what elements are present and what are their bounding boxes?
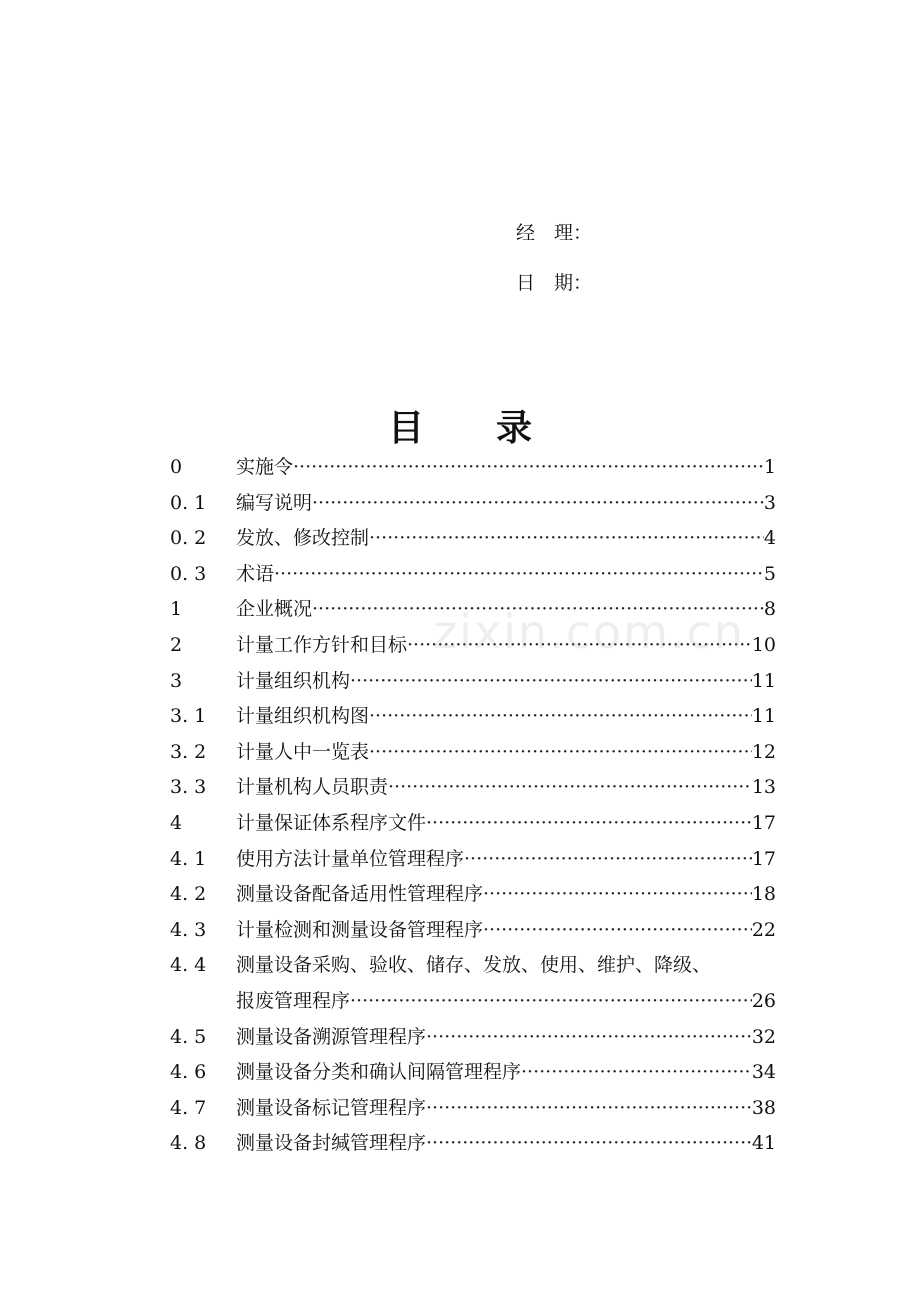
toc-entry-page: 10	[751, 633, 776, 656]
toc-entry-line	[236, 521, 776, 557]
toc-entry-line	[236, 735, 776, 771]
toc-entry-number: 1	[170, 598, 183, 621]
toc-entry-title: 测量设备配备适用性管理程序	[236, 883, 484, 906]
toc-entry-number: 4. 1	[170, 847, 207, 870]
toc-entry-page: 26	[751, 989, 776, 1012]
toc-leader-dots	[407, 628, 752, 664]
toc-leader-dots	[369, 735, 752, 771]
toc-entry-line	[236, 1055, 776, 1091]
toc-entry	[170, 735, 776, 771]
toc-entry-line	[236, 1091, 776, 1127]
toc-entry-number: 0	[170, 456, 183, 478]
toc-entry-number: 4. 8	[170, 1132, 207, 1155]
toc-entry-number: 4. 2	[170, 883, 207, 906]
toc-entry-page: 18	[751, 883, 776, 906]
toc-leader-dots	[369, 521, 764, 557]
toc-entry-number: 3	[170, 669, 183, 692]
toc-entry-title: 计量组织机构图	[236, 705, 370, 728]
toc-entry-title: 测量设备溯源管理程序	[236, 1025, 427, 1048]
toc-entry	[170, 699, 776, 735]
toc-leader-dots	[350, 984, 752, 1020]
toc-entry-number: 4. 5	[170, 1025, 207, 1048]
toc-leader-dots	[483, 913, 752, 949]
toc-entry	[170, 1091, 776, 1127]
toc-entry-line	[236, 913, 776, 949]
toc-leader-dots	[483, 877, 752, 913]
toc-entry-line	[236, 486, 776, 522]
toc-entry-page: 3	[763, 491, 776, 514]
toc-entry-page: 41	[751, 1132, 776, 1155]
toc-entry-number: 4. 3	[170, 918, 207, 941]
toc-entry-line	[236, 842, 776, 878]
toc-entry-title: 测量设备采购、验收、储存、发放、使用、维护、降级、	[236, 954, 712, 977]
toc-entry-line	[236, 806, 776, 842]
toc-entry-page: 17	[751, 847, 776, 870]
toc-entry	[170, 1055, 776, 1091]
date-label: 日 期：	[516, 272, 593, 294]
toc-entry-number: 3. 3	[170, 776, 207, 799]
toc-entry-page: 34	[751, 1061, 776, 1084]
toc-entry-line	[236, 984, 776, 1020]
toc-entry-page: 17	[751, 811, 776, 834]
toc-entry-title: 报废管理程序	[236, 989, 351, 1012]
toc-entry-number: 4. 6	[170, 1061, 207, 1084]
toc-entry-line	[236, 948, 776, 984]
toc-entry	[170, 1020, 776, 1056]
toc-leader-dots	[464, 842, 752, 878]
toc-leader-dots	[312, 592, 764, 628]
toc-entry-line	[236, 1126, 776, 1162]
toc-entry-title: 实施令	[236, 456, 294, 478]
toc-entry-title: 计量保证体系程序文件	[236, 811, 427, 834]
toc-entry-line	[236, 628, 776, 664]
toc-leader-dots	[293, 450, 764, 486]
toc-entry-number: 3. 1	[170, 705, 207, 728]
toc-entry-number: 3. 2	[170, 740, 207, 763]
table-of-contents	[170, 450, 776, 1162]
toc-entry-page: 38	[751, 1096, 776, 1119]
toc-entry	[170, 948, 776, 984]
toc-entry	[170, 521, 776, 557]
toc-leader-dots	[426, 1091, 752, 1127]
toc-entry-page: 1	[763, 456, 776, 478]
toc-entry-title: 计量检测和测量设备管理程序	[236, 918, 484, 941]
toc-entry-title: 使用方法计量单位管理程序	[236, 847, 465, 870]
toc-entry	[170, 1126, 776, 1162]
toc-entry-number: 0. 1	[170, 491, 207, 514]
toc-entry-title: 计量机构人员职责	[236, 776, 389, 799]
toc-entry-line	[236, 1020, 776, 1056]
toc-entry-title: 发放、修改控制	[236, 527, 370, 550]
toc-entry	[170, 450, 776, 486]
toc-entry	[170, 592, 776, 628]
toc-entry-title: 测量设备标记管理程序	[236, 1096, 427, 1119]
toc-entry	[170, 486, 776, 522]
toc-leader-dots	[521, 1055, 752, 1091]
toc-title: 目 录	[387, 408, 532, 449]
toc-leader-dots	[426, 806, 752, 842]
toc-entry	[170, 770, 776, 806]
toc-leader-dots	[388, 770, 752, 806]
toc-entry-page: 13	[751, 776, 776, 799]
toc-leader-dots	[369, 699, 752, 735]
toc-entry-title: 计量组织机构	[236, 669, 351, 692]
toc-entry-page: 8	[763, 598, 776, 621]
toc-entry-page: 12	[751, 740, 776, 763]
toc-entry-line	[236, 664, 776, 700]
toc-leader-dots	[312, 486, 764, 522]
toc-entry-page: 5	[763, 562, 776, 585]
toc-entry	[170, 806, 776, 842]
toc-entry-number: 4. 4	[170, 954, 207, 977]
toc-entry-page: 11	[751, 669, 776, 692]
toc-leader-dots	[426, 1020, 752, 1056]
toc-entry-title: 术语	[236, 562, 275, 585]
toc-entry-page: 4	[763, 527, 776, 550]
manager-label: 经 理：	[516, 222, 593, 244]
toc-entry-page: 22	[751, 918, 776, 941]
toc-entry-title: 测量设备分类和确认间隔管理程序	[236, 1061, 522, 1084]
toc-entry	[170, 877, 776, 913]
toc-entry-line	[236, 450, 776, 486]
toc-entry-number: 0. 3	[170, 562, 207, 585]
toc-entry	[170, 913, 776, 949]
toc-entry-page: 11	[751, 705, 776, 728]
toc-entry-line	[236, 592, 776, 628]
toc-leader-dots	[350, 664, 752, 700]
toc-entry-title: 企业概况	[236, 598, 313, 621]
toc-entry-number: 2	[170, 633, 183, 656]
toc-entry-number: 4. 7	[170, 1096, 207, 1119]
toc-entry-page: 32	[751, 1025, 776, 1048]
toc-entry-line	[236, 877, 776, 913]
toc-entry-number: 0. 2	[170, 527, 207, 550]
toc-leader-dots	[426, 1126, 752, 1162]
toc-entry	[170, 842, 776, 878]
toc-entry-title: 编写说明	[236, 491, 313, 514]
toc-entry-line	[236, 770, 776, 806]
toc-leader-dots	[274, 557, 764, 593]
toc-entry-title: 计量人中一览表	[236, 740, 370, 763]
toc-entry-number: 4	[170, 811, 183, 834]
toc-entry-title: 测量设备封缄管理程序	[236, 1132, 427, 1155]
toc-entry	[170, 557, 776, 593]
toc-entry	[170, 664, 776, 700]
toc-entry-title: 计量工作方针和目标	[236, 633, 408, 656]
toc-entry	[170, 984, 776, 1020]
toc-entry-line	[236, 557, 776, 593]
toc-entry-line	[236, 699, 776, 735]
toc-entry	[170, 628, 776, 664]
watermark: zixin.com.cn	[433, 605, 746, 659]
